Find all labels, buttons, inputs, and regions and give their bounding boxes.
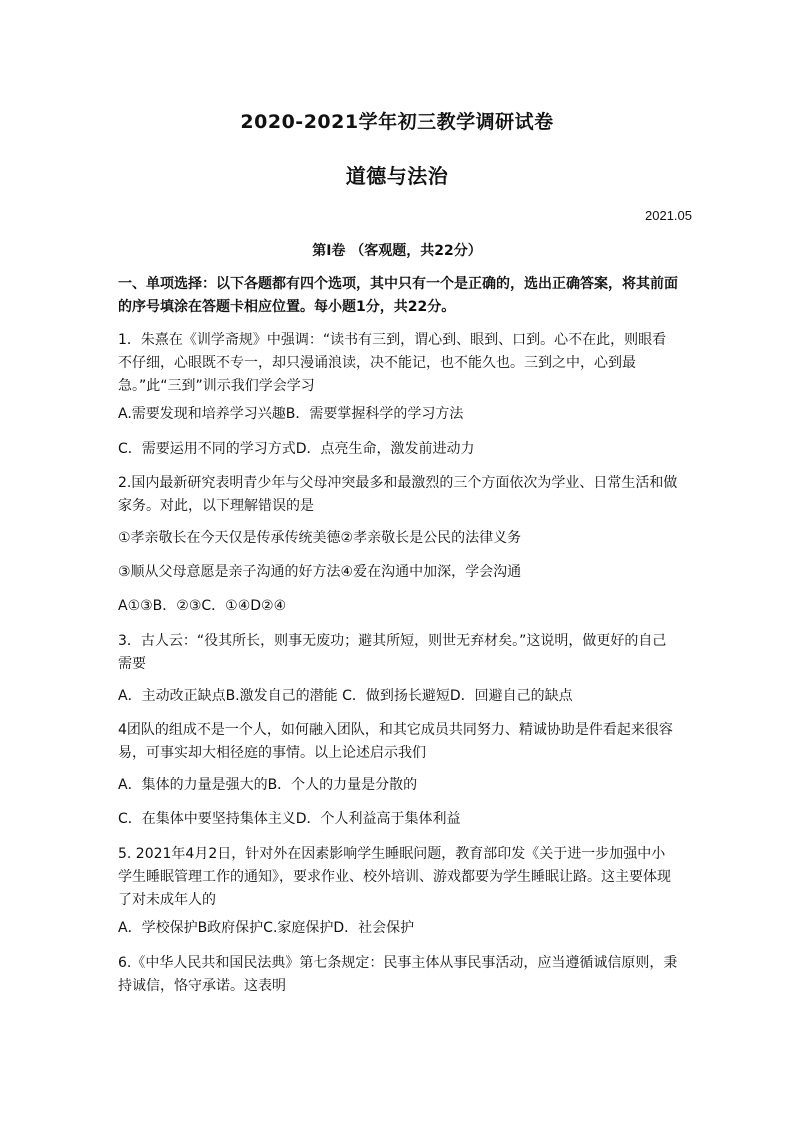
section-title: 第I卷 （客观题，共22分） [312, 243, 482, 259]
question-2-statement-row-2: ③顺从父母意愿是亲子沟通的好方法④爱在沟通中加深，学会沟通 [118, 564, 522, 580]
question-4-options-row-1: A．集体的力量是强大的B．个人的力量是分散的 [118, 777, 418, 793]
exam-date: 2021.05 [645, 208, 692, 223]
instructions: 一、单项选择：以下各题都有四个选项，其中只有一个是正确的，选出正确答案，将其前面的序号填涂在答题卡相应位置。每小题1分，共22分。 [118, 276, 678, 315]
question-1-options-row-2: C．需要运用不同的学习方式D．点亮生命，激发前进动力 [118, 441, 475, 457]
question-4-stem: 4团队的组成不是一个人，如何融入团队，和其它成员共同努力、精诚协助是件看起来很容易，可事实却大相径庭的事情。以上论述启示我们 [118, 722, 673, 761]
question-3-stem: 3．古人云：“役其所长，则事无废功；避其所短，则世无弃材矣。”这说明，做更好的自己需要 [118, 633, 667, 672]
question-2-options: A①③B．②③C．①④D②④ [118, 598, 287, 614]
question-4-options-row-2: C．在集体中要坚持集体主义D．个人利益高于集体利益 [118, 811, 461, 827]
question-6-stem: 6.《中华人民共和国民法典》第七条规定：民事主体从事民事活动，应当遵循诚信原则，秉持诚信，恪守承诺。这表明 [118, 955, 678, 994]
exam-title: 2020-2021学年初三教学调研试卷 [240, 111, 554, 133]
question-2-statement-row-1: ①孝亲敬长在今天仅是传承传统美德②孝亲敬长是公民的法律义务 [118, 530, 522, 546]
question-5-stem: 5. 2021年4月2日，针对外在因素影响学生睡眠问题，教育部印发《关于进一步加强中小学生睡眠管理工作的通知》，要求作业、校外培训、游戏都要为学生睡眠让路。这主要体现了对未成年人的 [118, 846, 671, 908]
question-1-stem: 1．朱熹在《训学斋规》中强调：“读书有三到，谓心到、眼到、口到。心不在此，则眼看不仔细，心眼既不专一，却只漫诵浪读，决不能记，也不能久也。三到之中，心到最急。”此“三到”训示我们学会学习 [118, 332, 667, 394]
question-1-options-row-1: A.需要发现和培养学习兴趣B．需要掌握科学的学习方法 [118, 406, 464, 422]
subject-title: 道德与法治 [345, 164, 449, 188]
question-3-options: A．主动改正缺点B.激发自己的潜能 C．做到扬长避短D．回避自己的缺点 [118, 688, 573, 704]
question-5-options: A．学校保护B政府保护C.家庭保护D．社会保护 [118, 920, 415, 936]
question-2-stem: 2.国内最新研究表明青少年与父母冲突最多和最激烈的三个方面依次为学业、日常生活和做家务。对此，以下理解错误的是 [118, 475, 678, 514]
